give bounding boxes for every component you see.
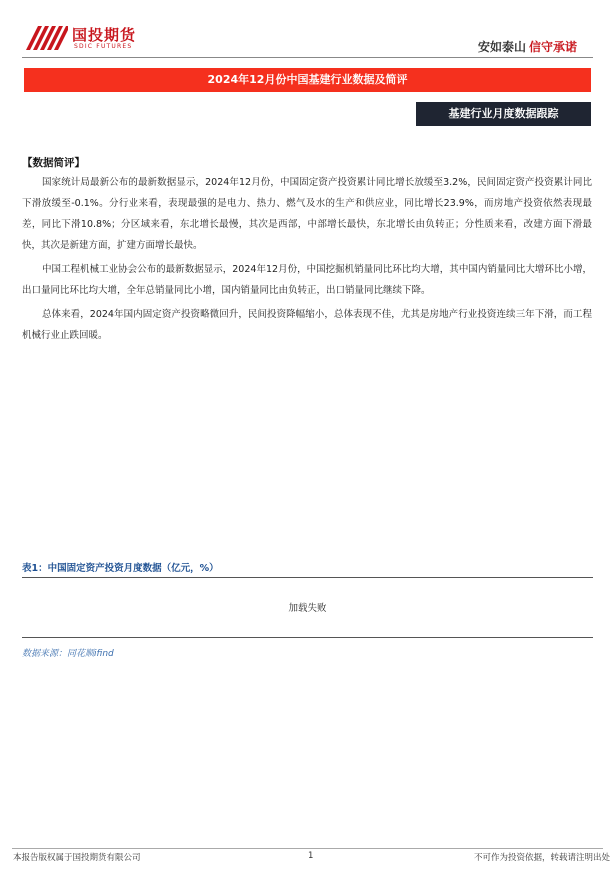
page-number: 1	[308, 851, 314, 861]
section-heading: 基建行业月度数据跟踪	[416, 102, 591, 126]
logo-stripes-icon	[24, 22, 68, 52]
slogan-part2: 信守承诺	[528, 40, 577, 54]
paragraph-2: 中国工程机械工业协会公布的最新数据显示，2024年12月份，中国挖掘机销量同比环比均大增，其中国内销量同比大增环比小增，出口量同比环比均大增，全年总销量同比小增，国内销量同比由负转正，出口销量同比继续下降。	[22, 264, 592, 296]
table-load-status: 加载失败	[288, 603, 327, 614]
footer-copyright: 本报告版权属于国投期货有限公司	[13, 853, 141, 863]
company-logo	[24, 22, 174, 56]
header-divider	[22, 57, 593, 58]
slogan	[478, 38, 577, 55]
table-top-rule	[22, 577, 593, 578]
paragraph-3: 总体来看，2024年国内固定资产投资略微回升，民间投资降幅缩小，总体表现不佳，尤其是房地产行业投资连续三年下滑，而工程机械行业止跌回暖。	[22, 309, 592, 341]
paragraph-1: 国家统计局最新公布的最新数据显示，2024年12月份，中国固定资产投资累计同比增长放缓至3.2%，民间固定资产投资累计同比下滑放缓至-0.1%。分行业来看，表现最强的是电力、热力、燃气及水的生产和供应业，同比增长23.9%，而房地产投资依然表现最差，同比下滑10.8%；分区域来看，东北增长最慢，其次是西部，中部增长最快，东北增长由负转正；分性质来看，改建方面下滑最快，其次是新建方面，扩建方面增长最快。	[22, 177, 592, 251]
footer-disclaimer: 不可作为投资依据，转载请注明出处	[473, 853, 610, 863]
data-source: 数据来源：同花顺ifind	[22, 649, 114, 659]
logo-name: 国投期货	[72, 26, 137, 44]
report-title: 2024年12月份中国基建行业数据及简评	[24, 68, 591, 92]
slogan-part1: 安如泰山	[477, 40, 526, 54]
logo-subtitle: SDIC FUTURES	[74, 43, 133, 50]
comment-body	[22, 172, 592, 349]
table-bottom-rule	[22, 637, 593, 638]
table-caption: 表1：中国固定资产投资月度数据（亿元，%）	[22, 563, 219, 574]
comment-label: 【数据简评】	[22, 157, 85, 169]
footer-divider	[12, 848, 603, 849]
